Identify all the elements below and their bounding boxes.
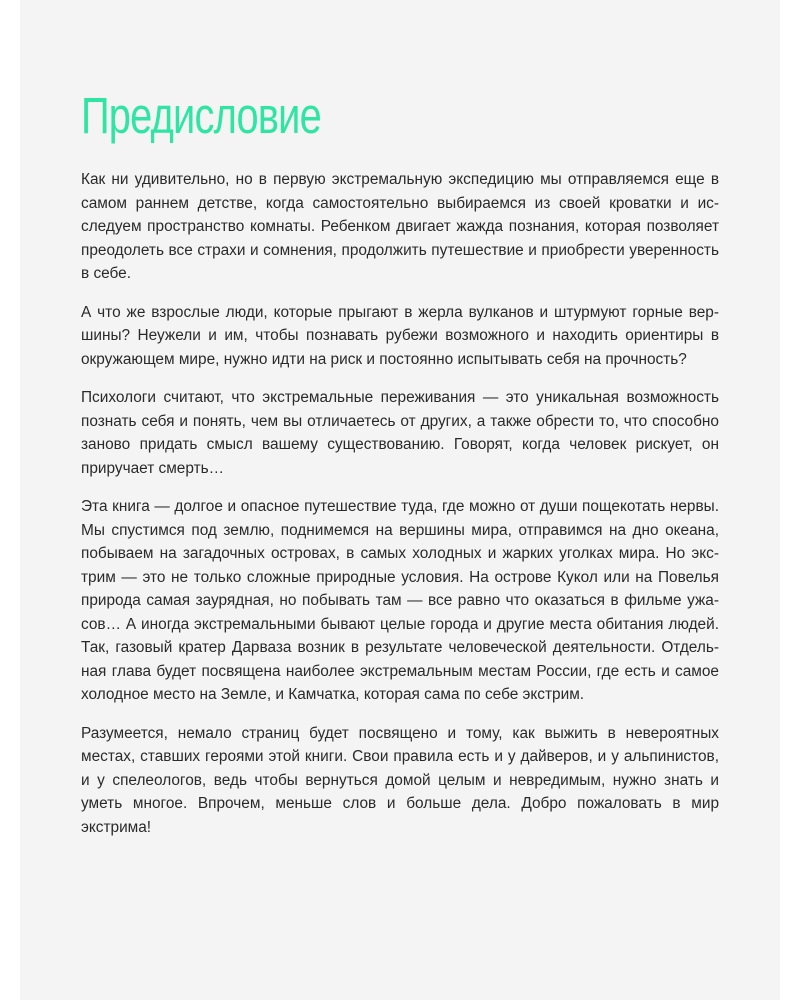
page-title: Предисловие: [81, 87, 321, 144]
paragraph-5: Разумеется, немало страниц будет посвящено и тому, как выжить в невероятных местах, ставших героями этой книги. Свои правила есть и у дайверов, и у альпинистов, и у спелеологов, ведь чтобы вернуться домой целым и невредимым, нужно знать и уметь многое. Впрочем, меньше слов и больше дела. Добро пожаловать в мир экстрима!: [81, 724, 719, 836]
document-page: [20, 0, 780, 1000]
paragraph-3: Психологи считают, что экстремальные переживания — это уникальная возможность познать себя и понять, чем вы отличаетесь от других, а также обрести то, что способно заново придать смысл вашему существованию. Говорят, когда человек рискует, он приручает смерть…: [81, 389, 719, 477]
paragraph-4: Эта книга — долгое и опасное путешествие туда, где можно от души пощекотать нервы. Мы спустимся под землю, поднимемся на вершины мира, отправимся на дно океана, побываем на загадочных островах, в самых холодных и жарких уголках мира. Но экстрим — это не только сложные природные условия. На острове Кукол или на Повелья природа самая заурядная, но побывать там — все равно что оказаться в фильме ужасов… А иногда экстремальными бывают целые города и другие места обитания людей. Так, газовый кратер Дарваза возник в результате человеческой деятельности. Отдельная глава будет посвящена наиболее экстремальным местам России, где есть и самое холодное место на Земле, и Камчатка, которая сама по себе экстрим.: [81, 498, 719, 704]
paragraph-2: А что же взрослые люди, которые прыгают в жерла вулканов и штурмуют горные вершины? Неужели и им, чтобы познавать рубежи возможного и находить ориентиры в окружающем мире, нужно идти на риск и постоянно испытывать себя на прочность?: [81, 303, 719, 368]
page-content: [81, 88, 719, 854]
paragraph-1: Как ни удивительно, но в первую экстремальную экспедицию мы отправляемся еще в самом раннем детстве, когда самостоятельно выбираемся из своей кроватки и исследуем пространство комнаты. Ребенком двигает жажда познания, которая позволяет преодолеть все страхи и сомнения, продолжить путешествие и приобрести уверенность в себе.: [81, 171, 719, 283]
